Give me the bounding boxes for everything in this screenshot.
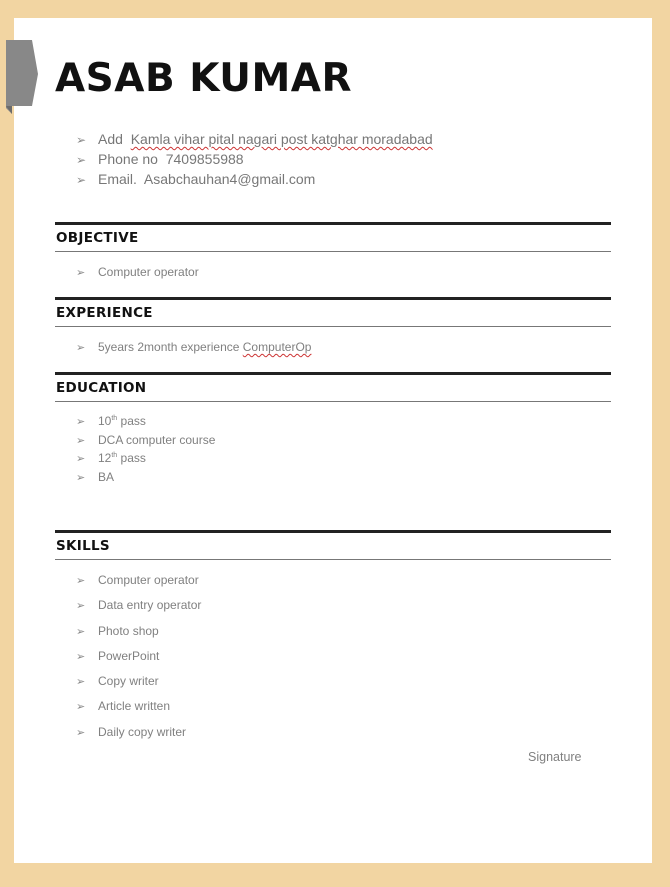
contact-list [76, 129, 433, 189]
list-item: ➢ 12th pass [76, 449, 215, 468]
section-bottom-rule [55, 559, 611, 560]
list-item: ➢ PowerPoint [76, 644, 201, 669]
list-item: ➢ DCA computer course [76, 431, 215, 450]
contact-phone [76, 149, 433, 169]
skills-list [76, 568, 201, 745]
contact-email [76, 169, 433, 189]
list-item: ➢ Data entry operator [76, 593, 201, 618]
arrow-bullet-icon: ➢ [76, 625, 86, 638]
arrow-bullet-icon: ➢ [76, 153, 87, 167]
experience-section-header [55, 297, 611, 327]
list-item: ➢ Copy writer [76, 669, 201, 694]
education-section-header [55, 372, 611, 402]
candidate-name: ASAB KUMAR [55, 56, 352, 101]
experience-list [76, 338, 311, 356]
list-item: ➢ 10th pass [76, 412, 215, 431]
section-bottom-rule [55, 326, 611, 327]
objective-heading: OBJECTIVE [56, 230, 139, 246]
skills-section-header [55, 530, 611, 560]
objective-list [76, 263, 199, 281]
decorative-tab-shape [6, 40, 38, 114]
arrow-bullet-icon: ➢ [76, 600, 86, 613]
phone-value: 7409855988 [165, 151, 244, 167]
list-item: ➢ 5years 2month experience ComputerOp [76, 338, 311, 356]
list-item: ➢ Daily copy writer [76, 720, 201, 745]
experience-heading: EXPERIENCE [56, 305, 153, 321]
address-label: Add [98, 131, 123, 147]
skills-heading: SKILLS [56, 538, 110, 554]
section-bottom-rule [55, 251, 611, 252]
arrow-bullet-icon: ➢ [76, 267, 86, 279]
email-value: Asabchauhan4@gmail.com [143, 171, 316, 187]
education-heading: EDUCATION [56, 380, 147, 396]
education-list [76, 412, 215, 486]
arrow-bullet-icon: ➢ [76, 575, 86, 587]
list-item: ➢ Photo shop [76, 619, 201, 644]
arrow-bullet-icon: ➢ [76, 342, 86, 354]
list-item: ➢ Article written [76, 694, 201, 719]
list-item: ➢ BA [76, 468, 215, 487]
section-bottom-rule [55, 401, 611, 402]
arrow-bullet-icon: ➢ [76, 453, 86, 465]
arrow-bullet-icon: ➢ [76, 701, 86, 714]
phone-label: Phone no [98, 151, 158, 167]
signature-label: Signature [528, 750, 582, 764]
contact-address [76, 129, 433, 149]
arrow-bullet-icon: ➢ [76, 471, 86, 484]
email-label: Email. [98, 171, 137, 187]
arrow-bullet-icon: ➢ [76, 676, 86, 689]
arrow-bullet-icon: ➢ [76, 173, 87, 187]
arrow-bullet-icon: ➢ [76, 416, 86, 428]
address-value: Kamla vihar pital nagari post katghar moradabad [130, 131, 433, 147]
arrow-bullet-icon: ➢ [76, 650, 86, 663]
list-item: ➢ Computer operator [76, 263, 199, 281]
arrow-bullet-icon: ➢ [76, 434, 86, 447]
arrow-bullet-icon: ➢ [76, 133, 87, 147]
resume-page [14, 18, 652, 863]
list-item: ➢ Computer operator [76, 568, 201, 593]
objective-section-header [55, 222, 611, 252]
arrow-bullet-icon: ➢ [76, 726, 86, 739]
